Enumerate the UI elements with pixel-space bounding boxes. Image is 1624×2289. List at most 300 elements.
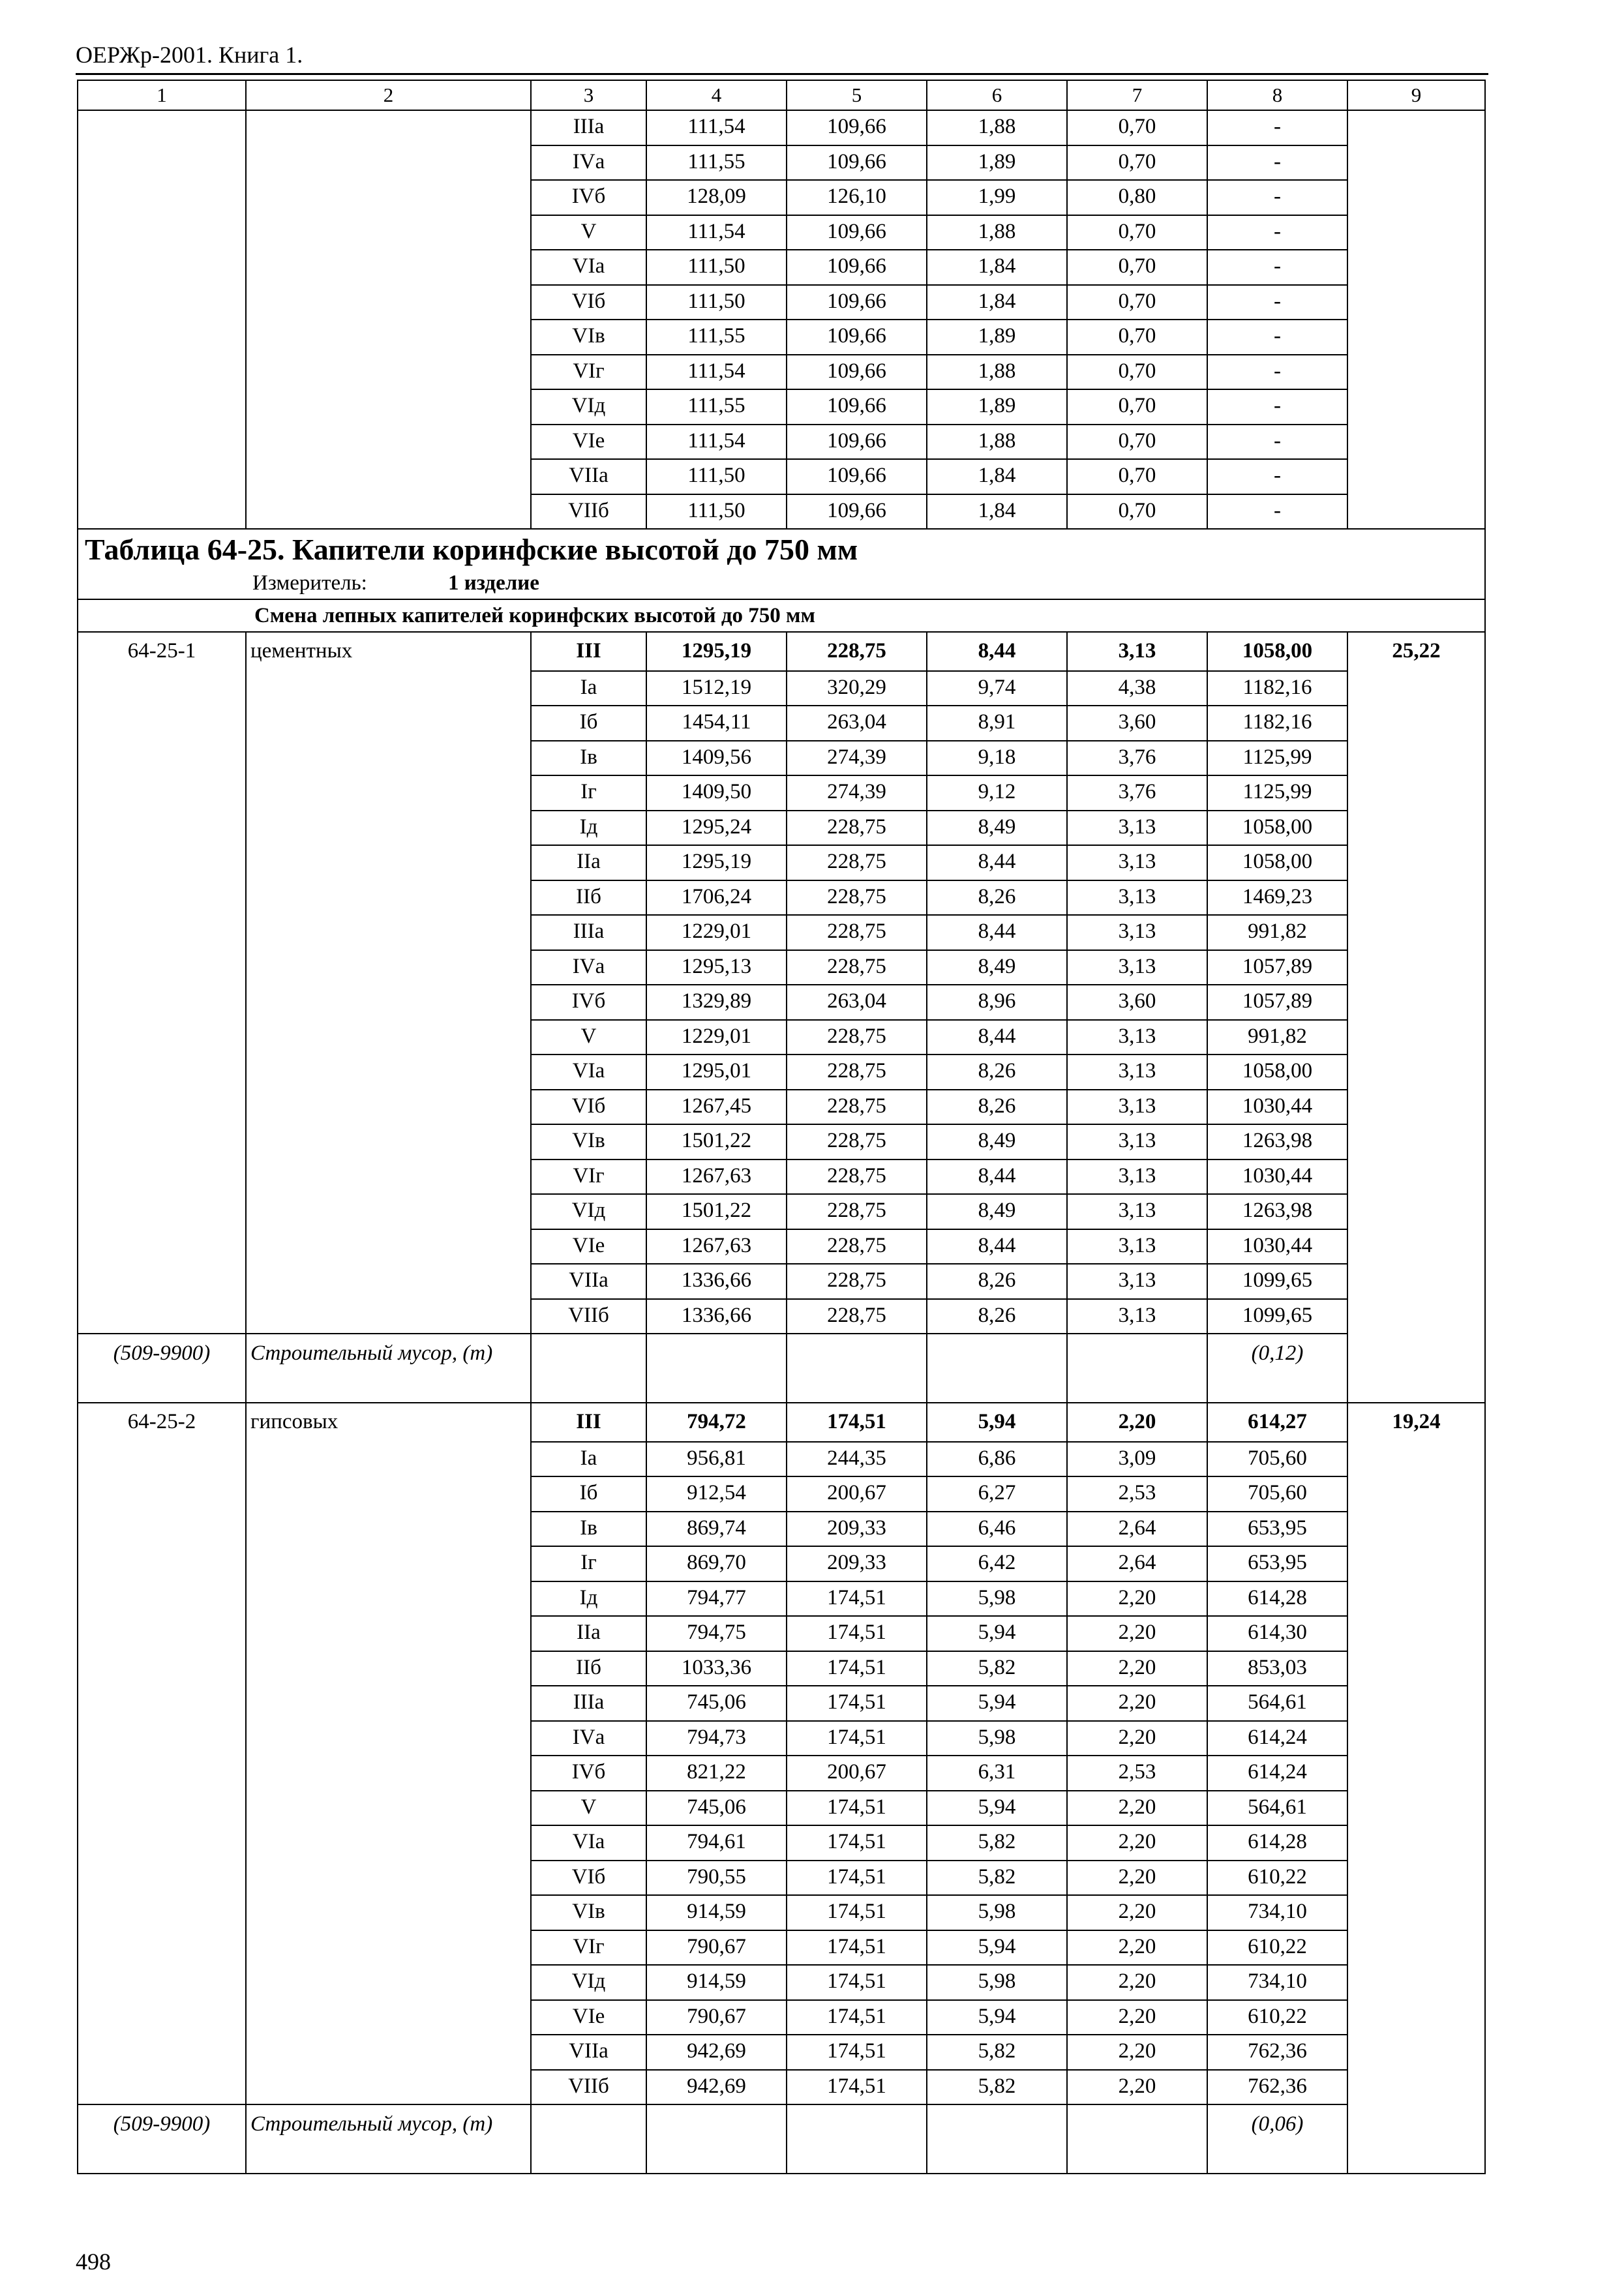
value-cell: 1058,00 (1207, 1055, 1347, 1090)
value-cell: 200,67 (787, 1756, 927, 1791)
value-cell: IIIа (531, 110, 646, 145)
value-cell: 1125,99 (1207, 775, 1347, 811)
value-cell: 2,53 (1067, 1756, 1207, 1791)
value-cell: 228,75 (787, 632, 927, 671)
item-total: 25,22 (1347, 632, 1485, 1403)
value-cell: 174,51 (787, 2035, 927, 2070)
value-cell: 2,53 (1067, 1476, 1207, 1512)
value-cell: 1,84 (927, 459, 1067, 494)
value-cell: 1329,89 (646, 985, 787, 1020)
value-cell: 2,20 (1067, 1895, 1207, 1930)
value-cell: 794,77 (646, 1581, 787, 1617)
value-cell: Iг (531, 1546, 646, 1581)
value-cell: 8,26 (927, 1055, 1067, 1090)
value-cell: VIв (531, 1124, 646, 1159)
value-cell: 111,55 (646, 320, 787, 355)
value-cell: 274,39 (787, 775, 927, 811)
value-cell: 320,29 (787, 671, 927, 706)
value-cell: 111,54 (646, 215, 787, 250)
value-cell: 5,98 (927, 1895, 1067, 1930)
value-cell: 1336,66 (646, 1264, 787, 1299)
column-number: 4 (646, 80, 787, 110)
value-cell: IVб (531, 180, 646, 215)
section-row (78, 599, 1485, 632)
value-cell: 3,13 (1067, 811, 1207, 846)
value-cell: 2,20 (1067, 1791, 1207, 1826)
value-cell: 228,75 (787, 1055, 927, 1090)
value-cell: 1030,44 (1207, 1229, 1347, 1264)
value-cell: 3,13 (1067, 1159, 1207, 1195)
value-cell: 9,18 (927, 741, 1067, 776)
value-cell: 111,54 (646, 110, 787, 145)
value-cell: 914,59 (646, 1965, 787, 2000)
empty-cell (531, 2104, 646, 2174)
value-cell: 3,60 (1067, 706, 1207, 741)
value-cell: - (1207, 250, 1347, 285)
value-cell: 228,75 (787, 1229, 927, 1264)
value-cell: 228,75 (787, 950, 927, 985)
value-cell: 228,75 (787, 811, 927, 846)
value-cell: 228,75 (787, 1020, 927, 1055)
value-cell: 8,44 (927, 1020, 1067, 1055)
value-cell: IIIа (531, 1686, 646, 1721)
value-cell: VIд (531, 389, 646, 425)
empty-cell (1067, 2104, 1207, 2174)
value-cell: 8,49 (927, 1194, 1067, 1229)
value-cell: 228,75 (787, 1194, 927, 1229)
value-cell: 9,12 (927, 775, 1067, 811)
value-cell: 3,76 (1067, 775, 1207, 811)
value-cell: 942,69 (646, 2070, 787, 2105)
value-cell: 2,20 (1067, 1861, 1207, 1896)
value-cell: 1295,01 (646, 1055, 787, 1090)
value-cell: 8,49 (927, 950, 1067, 985)
value-cell: 8,44 (927, 845, 1067, 880)
value-cell: IIб (531, 1651, 646, 1686)
value-cell: 5,82 (927, 2035, 1067, 2070)
value-cell: 3,13 (1067, 915, 1207, 950)
value-cell: 614,24 (1207, 1756, 1347, 1791)
value-cell: 109,66 (787, 425, 927, 460)
value-cell: 109,66 (787, 285, 927, 320)
value-cell: 2,20 (1067, 2035, 1207, 2070)
value-cell: 1030,44 (1207, 1090, 1347, 1125)
value-cell: 794,72 (646, 1403, 787, 1442)
value-cell: 0,70 (1067, 320, 1207, 355)
value-cell: 1295,19 (646, 845, 787, 880)
value-cell: 8,44 (927, 915, 1067, 950)
value-cell: 5,94 (927, 2000, 1067, 2035)
value-cell: 3,13 (1067, 1299, 1207, 1334)
value-cell: 0,70 (1067, 250, 1207, 285)
value-cell: 3,13 (1067, 1090, 1207, 1125)
value-cell: 5,98 (927, 1721, 1067, 1756)
value-cell: 5,94 (927, 1686, 1067, 1721)
value-cell: 762,36 (1207, 2070, 1347, 2105)
value-cell: 1295,13 (646, 950, 787, 985)
value-cell: 564,61 (1207, 1686, 1347, 1721)
debris-name: Строительный мусор, (т) (246, 1334, 531, 1403)
debris-row (78, 1334, 1485, 1403)
value-cell: 5,94 (927, 1403, 1067, 1442)
value-cell: 790,67 (646, 1930, 787, 1966)
value-cell: 109,66 (787, 250, 927, 285)
value-cell: 991,82 (1207, 915, 1347, 950)
value-cell: 1,99 (927, 180, 1067, 215)
value-cell: - (1207, 320, 1347, 355)
value-cell: 2,20 (1067, 1930, 1207, 1966)
value-cell: V (531, 215, 646, 250)
value-cell: 2,20 (1067, 1616, 1207, 1651)
column-number: 9 (1347, 80, 1485, 110)
value-cell: 200,67 (787, 1476, 927, 1512)
value-cell: III (531, 632, 646, 671)
empty-cell (646, 2104, 787, 2174)
value-cell: 3,76 (1067, 741, 1207, 776)
value-cell: 1057,89 (1207, 950, 1347, 985)
value-cell: Iа (531, 1442, 646, 1477)
value-cell: IVб (531, 985, 646, 1020)
section-title: Смена лепных капителей коринфских высотой до 750 мм (78, 599, 1485, 632)
value-cell: VIг (531, 355, 646, 390)
rates-table (77, 80, 1486, 2174)
value-cell: VIе (531, 425, 646, 460)
value-cell: 1,89 (927, 145, 1067, 181)
value-cell: 128,09 (646, 180, 787, 215)
value-cell: 1,88 (927, 215, 1067, 250)
value-cell: 614,28 (1207, 1581, 1347, 1617)
value-cell: 8,26 (927, 1264, 1067, 1299)
value-cell: 174,51 (787, 1895, 927, 1930)
value-cell: 209,33 (787, 1546, 927, 1581)
value-cell: 2,64 (1067, 1546, 1207, 1581)
value-cell: 1182,16 (1207, 706, 1347, 741)
value-cell: 8,49 (927, 811, 1067, 846)
value-cell: 2,20 (1067, 1403, 1207, 1442)
column-number: 5 (787, 80, 927, 110)
value-cell: 1501,22 (646, 1124, 787, 1159)
value-cell: 794,75 (646, 1616, 787, 1651)
value-cell: Iг (531, 775, 646, 811)
value-cell: IIа (531, 845, 646, 880)
value-cell: - (1207, 285, 1347, 320)
value-cell: 0,70 (1067, 425, 1207, 460)
value-cell: - (1207, 355, 1347, 390)
value-cell: VIа (531, 250, 646, 285)
value-cell: 956,81 (646, 1442, 787, 1477)
value-cell: 1030,44 (1207, 1159, 1347, 1195)
code-cell (78, 110, 246, 529)
value-cell: 653,95 (1207, 1546, 1347, 1581)
empty-cell (787, 1334, 927, 1403)
value-cell: 1125,99 (1207, 741, 1347, 776)
value-cell: 1409,50 (646, 775, 787, 811)
value-cell: 109,66 (787, 389, 927, 425)
value-cell: 8,44 (927, 1229, 1067, 1264)
value-cell: 1099,65 (1207, 1264, 1347, 1299)
value-cell: 109,66 (787, 110, 927, 145)
value-cell: 3,13 (1067, 1124, 1207, 1159)
value-cell: 8,26 (927, 880, 1067, 916)
value-cell: 745,06 (646, 1686, 787, 1721)
column-number: 2 (246, 80, 531, 110)
column-number: 6 (927, 80, 1067, 110)
value-cell: 5,82 (927, 1825, 1067, 1861)
value-cell: IVа (531, 1721, 646, 1756)
value-cell: 1409,56 (646, 741, 787, 776)
value-cell: VIа (531, 1825, 646, 1861)
value-cell: 244,35 (787, 1442, 927, 1477)
value-cell: 3,13 (1067, 1055, 1207, 1090)
value-cell: VIд (531, 1965, 646, 2000)
value-cell: 1,88 (927, 355, 1067, 390)
value-cell: VIIа (531, 459, 646, 494)
value-cell: 1263,98 (1207, 1124, 1347, 1159)
value-cell: 3,13 (1067, 950, 1207, 985)
debris-code: (509-9900) (78, 2104, 246, 2174)
value-cell: VIIб (531, 494, 646, 530)
debris-row (78, 2104, 1485, 2174)
debris-name: Строительный мусор, (т) (246, 2104, 531, 2174)
value-cell: 6,31 (927, 1756, 1067, 1791)
value-cell: VIе (531, 1229, 646, 1264)
value-cell: 5,98 (927, 1581, 1067, 1617)
empty-cell (787, 2104, 927, 2174)
column-number: 8 (1207, 80, 1347, 110)
value-cell: 734,10 (1207, 1895, 1347, 1930)
value-cell: 610,22 (1207, 1930, 1347, 1966)
value-cell: VIIа (531, 2035, 646, 2070)
meter-row (78, 570, 1485, 599)
value-cell: Iа (531, 671, 646, 706)
value-cell: 614,24 (1207, 1721, 1347, 1756)
value-cell: 2,20 (1067, 1721, 1207, 1756)
value-cell: 2,20 (1067, 1825, 1207, 1861)
item-name: гипсовых (246, 1403, 531, 2104)
value-cell: 263,04 (787, 985, 927, 1020)
value-cell: 1267,63 (646, 1229, 787, 1264)
value-cell: 2,20 (1067, 2000, 1207, 2035)
value-cell: 1,89 (927, 320, 1067, 355)
value-cell: 109,66 (787, 320, 927, 355)
value-cell: 614,30 (1207, 1616, 1347, 1651)
value-cell: 111,50 (646, 459, 787, 494)
value-cell: 1295,24 (646, 811, 787, 846)
value-cell: 174,51 (787, 1965, 927, 2000)
table-title-row (78, 529, 1485, 570)
value-cell: 263,04 (787, 706, 927, 741)
value-cell: Iб (531, 706, 646, 741)
value-cell: 111,50 (646, 250, 787, 285)
value-cell: 274,39 (787, 741, 927, 776)
value-cell: 869,74 (646, 1512, 787, 1547)
empty-cell (531, 1334, 646, 1403)
value-cell: 2,20 (1067, 1686, 1207, 1721)
value-cell: 2,20 (1067, 2070, 1207, 2105)
value-cell: - (1207, 389, 1347, 425)
value-cell: 3,13 (1067, 1264, 1207, 1299)
value-cell: Iд (531, 1581, 646, 1617)
value-cell: 912,54 (646, 1476, 787, 1512)
value-cell: 1229,01 (646, 1020, 787, 1055)
value-cell: VIа (531, 1055, 646, 1090)
value-cell: 3,09 (1067, 1442, 1207, 1477)
value-cell: 9,74 (927, 671, 1067, 706)
value-cell: 4,38 (1067, 671, 1207, 706)
value-cell: 1512,19 (646, 671, 787, 706)
value-cell: 174,51 (787, 1721, 927, 1756)
value-cell: 6,46 (927, 1512, 1067, 1547)
value-cell: 1058,00 (1207, 632, 1347, 671)
value-cell: 0,70 (1067, 215, 1207, 250)
value-cell: IVб (531, 1756, 646, 1791)
table-row (78, 1403, 1485, 1442)
value-cell: 111,55 (646, 389, 787, 425)
value-cell: 8,91 (927, 706, 1067, 741)
value-cell: 1295,19 (646, 632, 787, 671)
value-cell: 228,75 (787, 1090, 927, 1125)
value-cell: 174,51 (787, 1791, 927, 1826)
value-cell: 1336,66 (646, 1299, 787, 1334)
name-cell (246, 110, 531, 529)
value-cell: 5,94 (927, 1930, 1067, 1966)
value-cell: 1454,11 (646, 706, 787, 741)
meter-value: 1 изделие (448, 571, 539, 595)
value-cell: 790,55 (646, 1861, 787, 1896)
value-cell: 228,75 (787, 1264, 927, 1299)
value-cell: 2,64 (1067, 1512, 1207, 1547)
value-cell: 942,69 (646, 2035, 787, 2070)
value-cell: 8,44 (927, 632, 1067, 671)
item-code: 64-25-2 (78, 1403, 246, 2104)
value-cell: 111,54 (646, 425, 787, 460)
value-cell: 174,51 (787, 2070, 927, 2105)
value-cell: VIг (531, 1930, 646, 1966)
value-cell: 174,51 (787, 1651, 927, 1686)
value-cell: - (1207, 215, 1347, 250)
value-cell: 109,66 (787, 145, 927, 181)
value-cell: 8,44 (927, 1159, 1067, 1195)
value-cell: - (1207, 145, 1347, 181)
value-cell: 3,13 (1067, 880, 1207, 916)
value-cell: 1,84 (927, 285, 1067, 320)
value-cell: 6,42 (927, 1546, 1067, 1581)
value-cell: IVа (531, 950, 646, 985)
value-cell: 5,94 (927, 1616, 1067, 1651)
value-cell: 2,20 (1067, 1581, 1207, 1617)
value-cell: 1033,36 (646, 1651, 787, 1686)
value-cell: Iд (531, 811, 646, 846)
value-cell: 111,54 (646, 355, 787, 390)
value-cell: 109,66 (787, 494, 927, 530)
value-cell: 1229,01 (646, 915, 787, 950)
value-cell: 1,84 (927, 494, 1067, 530)
value-cell: 1058,00 (1207, 845, 1347, 880)
value-cell: VIIа (531, 1264, 646, 1299)
empty-cell (927, 2104, 1067, 2174)
value-cell: 228,75 (787, 845, 927, 880)
value-cell: 762,36 (1207, 2035, 1347, 2070)
value-cell: 0,70 (1067, 285, 1207, 320)
item-total: 19,24 (1347, 1403, 1485, 2174)
value-cell: 1469,23 (1207, 880, 1347, 916)
value-cell: 174,51 (787, 1403, 927, 1442)
value-cell: 1,88 (927, 425, 1067, 460)
value-cell: 174,51 (787, 1930, 927, 1966)
value-cell: Iб (531, 1476, 646, 1512)
value-cell: 2,20 (1067, 1651, 1207, 1686)
value-cell: 109,66 (787, 355, 927, 390)
value-cell: 794,73 (646, 1721, 787, 1756)
value-cell: 174,51 (787, 1861, 927, 1896)
value-cell: - (1207, 425, 1347, 460)
rates-table-body (78, 80, 1485, 2174)
value-cell: 734,10 (1207, 1965, 1347, 2000)
value-cell: 126,10 (787, 180, 927, 215)
value-cell: 3,60 (1067, 985, 1207, 1020)
value-cell: 6,27 (927, 1476, 1067, 1512)
value-cell: 1182,16 (1207, 671, 1347, 706)
value-cell: Iв (531, 1512, 646, 1547)
empty-cell (1067, 1334, 1207, 1403)
value-cell: 228,75 (787, 1299, 927, 1334)
value-cell: 174,51 (787, 1825, 927, 1861)
page-number: 498 (76, 2249, 111, 2275)
value-cell: 174,51 (787, 1581, 927, 1617)
value-cell: 3,13 (1067, 632, 1207, 671)
value-cell: 109,66 (787, 459, 927, 494)
value-cell: 705,60 (1207, 1442, 1347, 1477)
header-rule (76, 73, 1488, 75)
value-cell: VIб (531, 1090, 646, 1125)
value-cell: VIIб (531, 1299, 646, 1334)
value-cell: 0,70 (1067, 110, 1207, 145)
value-cell: 991,82 (1207, 1020, 1347, 1055)
value-cell: 705,60 (1207, 1476, 1347, 1512)
column-number: 1 (78, 80, 246, 110)
value-cell: 0,70 (1067, 389, 1207, 425)
column-number: 3 (531, 80, 646, 110)
value-cell: 0,70 (1067, 494, 1207, 530)
value-cell: 228,75 (787, 1124, 927, 1159)
value-cell: 8,26 (927, 1090, 1067, 1125)
value-cell: VIв (531, 320, 646, 355)
value-cell: 614,28 (1207, 1825, 1347, 1861)
value-cell: 1057,89 (1207, 985, 1347, 1020)
value-cell: 8,26 (927, 1299, 1067, 1334)
value-cell: 1706,24 (646, 880, 787, 916)
value-cell: 610,22 (1207, 1861, 1347, 1896)
running-header: ОЕРЖр-2001. Книга 1. (76, 42, 303, 68)
meter-cell (78, 570, 1485, 599)
value-cell: 1,88 (927, 110, 1067, 145)
value-cell: 0,80 (1067, 180, 1207, 215)
value-cell: 3,13 (1067, 1020, 1207, 1055)
value-cell: 8,49 (927, 1124, 1067, 1159)
value-cell: 5,82 (927, 1651, 1067, 1686)
debris-code: (509-9900) (78, 1334, 246, 1403)
value-cell: 228,75 (787, 880, 927, 916)
value-cell: 3,13 (1067, 1229, 1207, 1264)
value-cell: 853,03 (1207, 1651, 1347, 1686)
table-row (78, 632, 1485, 671)
value-cell: 2,20 (1067, 1965, 1207, 2000)
value-cell: 6,86 (927, 1442, 1067, 1477)
value-cell: Iв (531, 741, 646, 776)
value-cell: 821,22 (646, 1756, 787, 1791)
debris-value: (0,12) (1207, 1334, 1347, 1403)
value-cell: 0,70 (1067, 459, 1207, 494)
